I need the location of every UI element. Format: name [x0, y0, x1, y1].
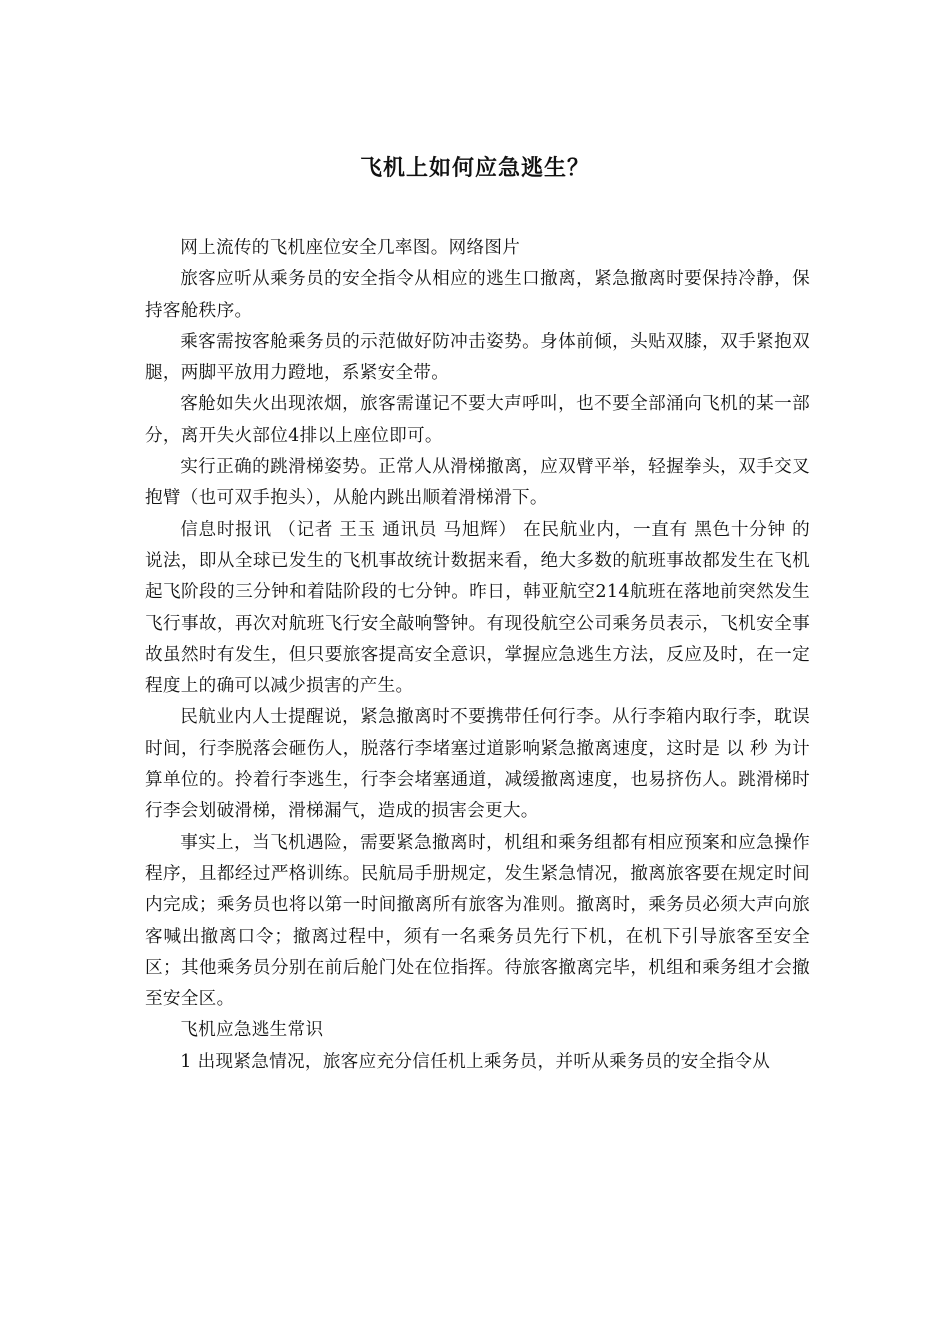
paragraph-tip-1: 1 出现紧急情况，旅客应充分信任机上乘务员，并听从乘务员的安全指令从 — [180, 1051, 771, 1072]
paragraph-brace-position: 乘客需按客舱乘务员的示范做好防冲击姿势。身体前倾，头贴双膝，双手紧抱双腿，两脚平放用力蹬地，系紧安全带。 — [145, 331, 810, 384]
paragraph-follow-crew: 旅客应听从乘务员的安全指令从相应的逃生口撤离，紧急撤离时要保持冷静，保持客舱秩序。 — [145, 269, 810, 321]
paragraph-section-heading: 飞机应急逃生常识 — [180, 1020, 324, 1041]
paragraph-no-luggage: 民航业内人士提醒说，紧急撤离时不要携带任何行李。从行李箱内取行李，耽误时间，行李脱落会砸伤人，脱落行李堵塞过道影响紧急撤离速度，这时是 以 秒 为计算单位的。拎着行李逃生，行李会堵塞通道，减缓撤离速度，也易挤伤人。跳滑梯时行李会划破滑梯，滑梯漏气，造成的损害会更大。 — [145, 707, 810, 822]
paragraph-photo-caption: 网上流传的飞机座位安全几率图。网络图片 — [180, 238, 521, 258]
paragraph-fire-smoke: 客舱如失火出现浓烟，旅客需谨记不要大声呼叫，也不要全部涌向飞机的某一部分，离开失火部位4排以上座位即可。 — [145, 394, 810, 446]
document-body — [145, 233, 810, 1078]
paragraph-slide-posture: 实行正确的跳滑梯姿势。正常人从滑梯撤离，应双臂平举，轻握拳头，双手交叉抱臂（也可双手抱头），从舱内跳出顺着滑梯滑下。 — [145, 457, 810, 509]
paragraph-news-report: 信息时报讯 （记者 王玉 通讯员 马旭辉） 在民航业内，一直有 黑色十分钟 的说法，即从全球已发生的飞机事故统计数据来看，绝大多数的航班事故都发生在飞机起飞阶段的三分钟和着陆阶段的七分钟。昨日，韩亚航空214航班在落地前突然发生飞行事故，再次对航班飞行安全敲响警钟。有现役航空公司乘务员表示，飞机安全事故虽然时有发生，但只要旅客提高安全意识，掌握应急逃生方法，反应及时，在一定程度上的确可以减少损害的产生。 — [145, 519, 810, 697]
document-title: 飞机上如何应急逃生？ — [359, 155, 590, 181]
paragraph-evacuation-procedure: 事实上，当飞机遇险，需要紧急撤离时，机组和乘务组都有相应预案和应急操作程序，且都经过严格训练。民航局手册规定，发生紧急情况，撤离旅客要在规定时间内完成；乘务员也将以第一时间撤离所有旅客为准则。撤离时，乘务员必须大声向旅客喊出撤离口令；撤离过程中，须有一名乘务员先行下机，在机下引导旅客至安全区；其他乘务员分别在前后舱门处在位指挥。待旅客撤离完毕，机组和乘务组才会撤至安全区。 — [145, 832, 810, 1010]
